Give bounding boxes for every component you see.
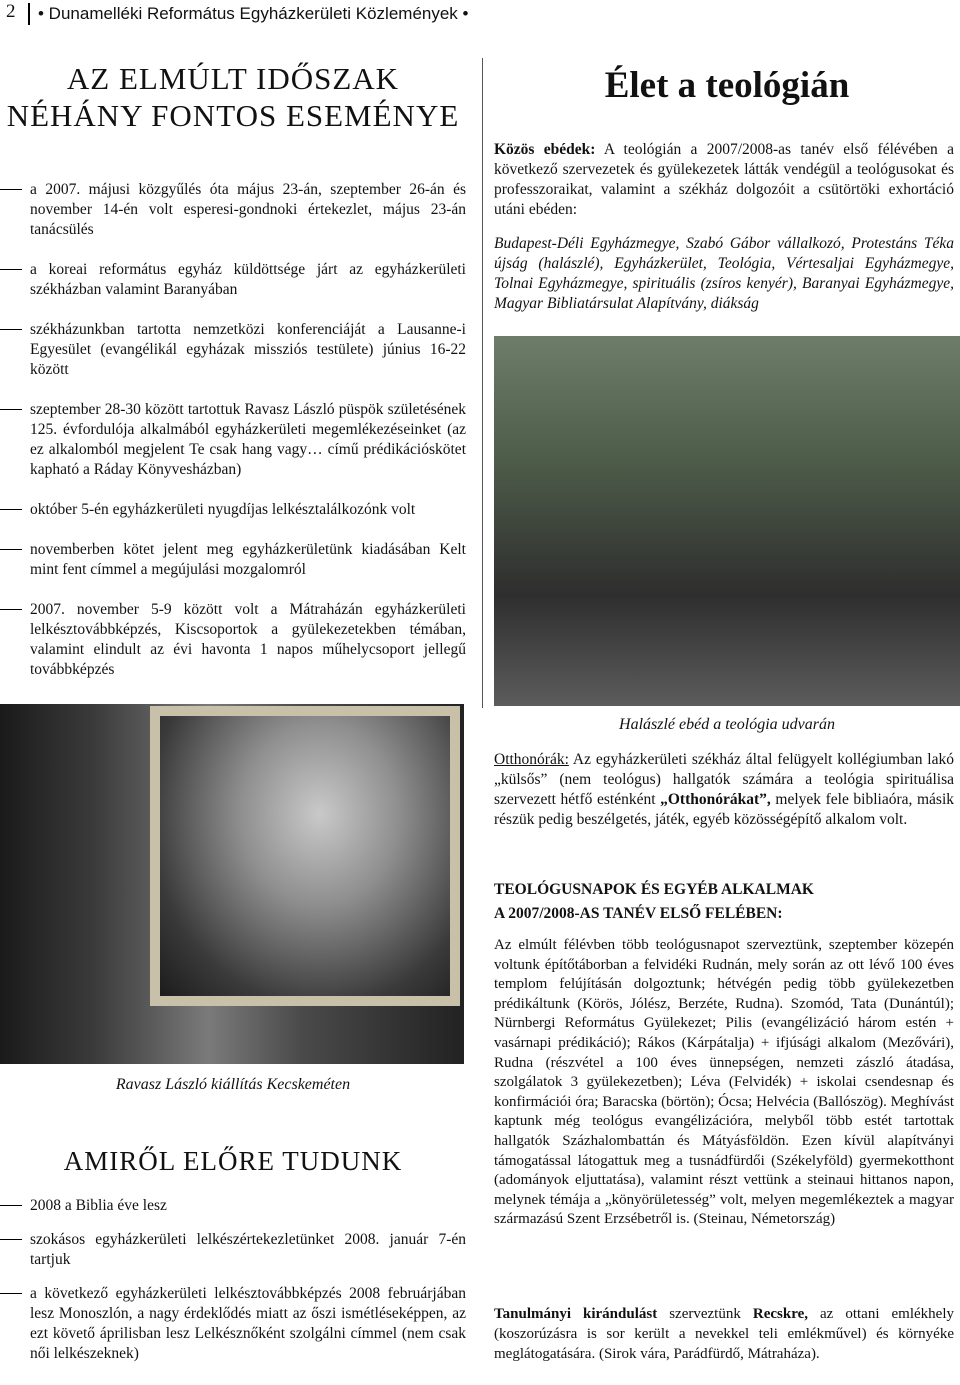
column-divider: [482, 58, 483, 708]
title-line-2: NÉHÁNY FONTOS ESEMÉNYE: [6, 98, 460, 133]
home-hours-label: Otthonórák:: [494, 751, 569, 768]
journal-title: • Dunamelléki Református Egyházkerületi Közlemények •: [38, 4, 469, 23]
title-line-1: AZ ELMÚLT IDŐSZAK: [66, 61, 400, 96]
list-item: szokásos egyházkerületi lelkészértekezletünket 2008. január 7-én tartjuk: [0, 1230, 466, 1270]
common-lunch-paragraph: Közös ebédek: A teológián a 2007/2008-as tanév első félévében a következő szervezetek és gyülekezetek látták vendégül a teológusokat és professzoraikat, valamint a székház dolgozóit a csütörtöki exhortáció utáni ebéden:: [494, 141, 954, 218]
list-item: a következő egyházkerületi lelkésztovábbképzés 2008 februárjában lesz Monoszlón, a nagy érdeklődés miatt az őszi ismétléseképpen, az ezt követő áprilisban lesz Lelkésznőként szolgálni címmel (nem csak női lelkészeknek): [0, 1284, 466, 1364]
list-item: szeptember 28-30 között tartottuk Ravasz László püspök születésének 125. évfordulója alkalmából egyházkerületi megemlékezéseinket (az ez alkalomból megjelent Te csak hang vagy… című prédikációskötet kapható a Ráday Könyvesházban): [0, 400, 466, 480]
list-item: a koreai református egyház küldöttsége járt az egyházkerületi székházban valamint Baranyában: [0, 260, 466, 300]
theology-days-paragraph: Az elmúlt félévben több teológusnapot szerveztünk, szeptember közepén voltunk építőtáborban a felvidéki Rudnán, mely során az ott lévő 100 éves templom felújításán dolgoztunk; hétvégén pedig több gyülekezetben prédikáltunk (Körös, Jólész, Berzéte, Rudna). Szomód, Tata (Dunántúl); Nürnbergi Református Gyülekezet; Pilis (evangélizáció három estén + vasárnapi prédikáció); Rákos (Kárpátalja) + ifjúsági alkalom (Mezővári), Rudna (részvétel a 100 éves ünnepségen, nemzeti zászló átadása, szolgálatok 3 gyülekezetben); Léva (Felvidék) + iskolai csendesnap és konfirmációi óra; Baracska (börtön); Ócsa; Helvécia (Ballószög). Meghívást kaptunk még teológus evangélizációra, melyből több estét tartottak hallgatók Százhalombattán és Mátyásföldön. Ezen kívül alapítványi támogatással látogattuk meg a tusnádfürdői (Székelyföld) gyermekotthont (adományok eljuttatása), valamint részt vettünk a steinaui hittanos napon, melynek témája a „könyörületesség” volt, melyen megemlékeztek a magyar származású Szent Erzsébetről is. (Steinau, Németország): [494, 937, 954, 1228]
study-trip-paragraph: Tanulmányi kirándulást szerveztünk Recskre, az ottani emlékhely (koszorúzásra is sor került a nevekkel teli emlékművel) és környéke meglátogatására. (Sirok vára, Parádfürdő, Mátraháza).: [494, 1306, 954, 1362]
list-item: novemberben kötet jelent meg egyházkerületünk kiadásában Kelt mint fent címmel a megújulási mozgalomról: [0, 540, 466, 580]
list-item: 2007. november 5-9 között volt a Mátraházán egyházkerületi lelkésztovábbképzés, Kiscsoportok a gyülekezetekben témában, valamint elindult az évi havonta 1 napos műhelycsoport jellegű továbbképzés: [0, 600, 466, 680]
future-list: [0, 1196, 466, 1384]
events-list: [0, 180, 466, 700]
fish-soup-photo: [494, 336, 960, 706]
sponsors-list: Budapest-Déli Egyházmegye, Szabó Gábor vállalkozó, Protestáns Téka újság (halászlé), Egyházkerület, Teológia, Vértesaljai Egyházmegye, Tolnai Egyházmegye, spirituális (zsíros kenyér), Baranyai Egyházmegye, Magyar Bibliatársulat Alapítvány, diákság: [494, 235, 954, 312]
header-divider: [28, 3, 30, 25]
section-title-theology: Élet a teológián: [604, 65, 850, 106]
photo-caption-right: Halászlé ebéd a teológia udvarán: [619, 716, 835, 733]
page-header: [0, 0, 960, 30]
list-item: székházunkban tartotta nemzetközi konferenciáját a Lausanne-i Egyesület (evangélikál egyházak missziós testülete) június 16-22 között: [0, 320, 466, 380]
list-item: a 2007. májusi közgyűlés óta május 23-án, szeptember 26-án és november 14-én volt esperesi-gondnoki értekezlet, május 23-án tanácsülés: [0, 180, 466, 240]
section-title-events: [0, 60, 466, 134]
portrait-painting: [150, 706, 460, 1006]
page-number: 2: [6, 1, 16, 22]
common-lunch-label: Közös ebédek:: [494, 141, 596, 158]
theology-days-heading: TEOLÓGUSNAPOK ÉS EGYÉB ALKALMAK A 2007/2008-AS TANÉV ELSŐ FELÉBEN:: [494, 881, 814, 922]
home-hours-paragraph: Otthonórák: Az egyházkerületi székház által felügyelt kollégiumban lakó „külsős” (nem teológus) hallgatók számára a teológia spirituálisa szervezett hétfő esténként „Otthonórákat”, melyek fele bibliaóra, másik részük pedig beszélgetés, játék, egyéb közösségépítő alkalom volt.: [494, 751, 955, 828]
photo-caption-left: Ravasz László kiállítás Kecskeméten: [115, 1076, 351, 1093]
list-item: október 5-én egyházkerületi nyugdíjas lelkésztalálkozónk volt: [0, 500, 466, 520]
list-item: 2008 a Biblia éve lesz: [0, 1196, 466, 1216]
section-title-future: AMIRŐL ELŐRE TUDUNK: [63, 1146, 403, 1176]
